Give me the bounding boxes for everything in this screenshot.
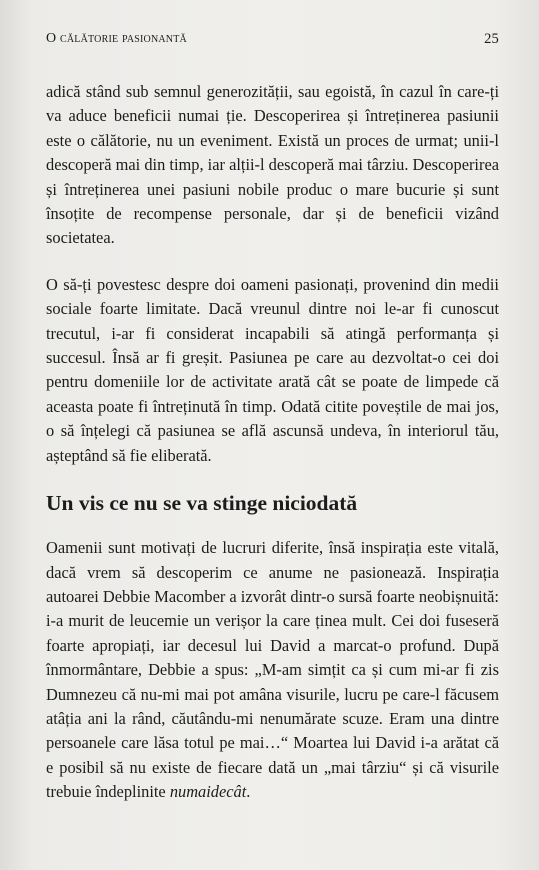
page-number: 25: [484, 31, 499, 47]
section-heading: Un vis ce nu se va stinge niciodată: [46, 491, 358, 516]
paragraph: adică stând sub semnul generozității, sau egoistă, în cazul în care-ți va aduce beneficii numai ție. Descoperirea și întreținerea pasiunii este o călătorie, nu un eveniment. Există un proces de urmat; unii-l descoperă mai din timp, iar alții-l descoperă mai târziu. Descoperirea și întreținerea unei pasiuni nobile produc o mare bucurie și sunt însoțite de recompense personale, dar și de beneficii vizând societatea.: [46, 82, 499, 248]
running-header: [46, 31, 499, 51]
emphasized-word: numaidecât: [169, 782, 247, 802]
body-text: [46, 80, 499, 805]
running-title: O călătorie pasionantă: [46, 31, 187, 46]
paragraph-end: .: [246, 782, 251, 802]
paragraph-text: Oamenii sunt motivați de lucruri diferite, însă inspirația este vitală, dacă vrem să descoperim ce anume ne pasionează. Inspirația autoarei Debbie Macomber a izvorât dintr-o sursă foarte neobișnuită: i-a murit de leucemie un verișor la care ținea mult. Cei doi fuseseră foarte apropiați, iar decesul lui David a marcat-o profund. După înmormântare, Debbie a spus: „M-am simțit ca și cum mi-ar fi zis Dumnezeu că nu-mi mai pot amâna visurile, lucru pe care-l făcusem atâția ani la rând, căutându-mi nenumărate scuze. Eram una dintre persoanele care lăsa totul pe mai…“ Moartea lui David i-a arătat că e posibil să nu existe de fiecare dată un „mai târziu“ și că visurile trebuie îndeplinite: [46, 538, 499, 802]
paragraph: O să-ți povestesc despre doi oameni pasionați, provenind din medii sociale foarte limitate. Dacă vreunul dintre noi le-ar fi cunoscut trecutul, i-ar fi considerat incapabili să atingă performanța și succesul. Însă ar fi greșit. Pasiunea pe care au dezvoltat-o cei doi pentru domeniile lor de activitate arată cât se poate de limpede că aceasta poate fi întreținută în timp. Odată citite poveștile de mai jos, o să înțelegi că pasiunea se află ascunsă undeva, în interiorul tău, așteptând să fie eliberată.: [46, 274, 499, 465]
paragraph: [46, 536, 499, 804]
